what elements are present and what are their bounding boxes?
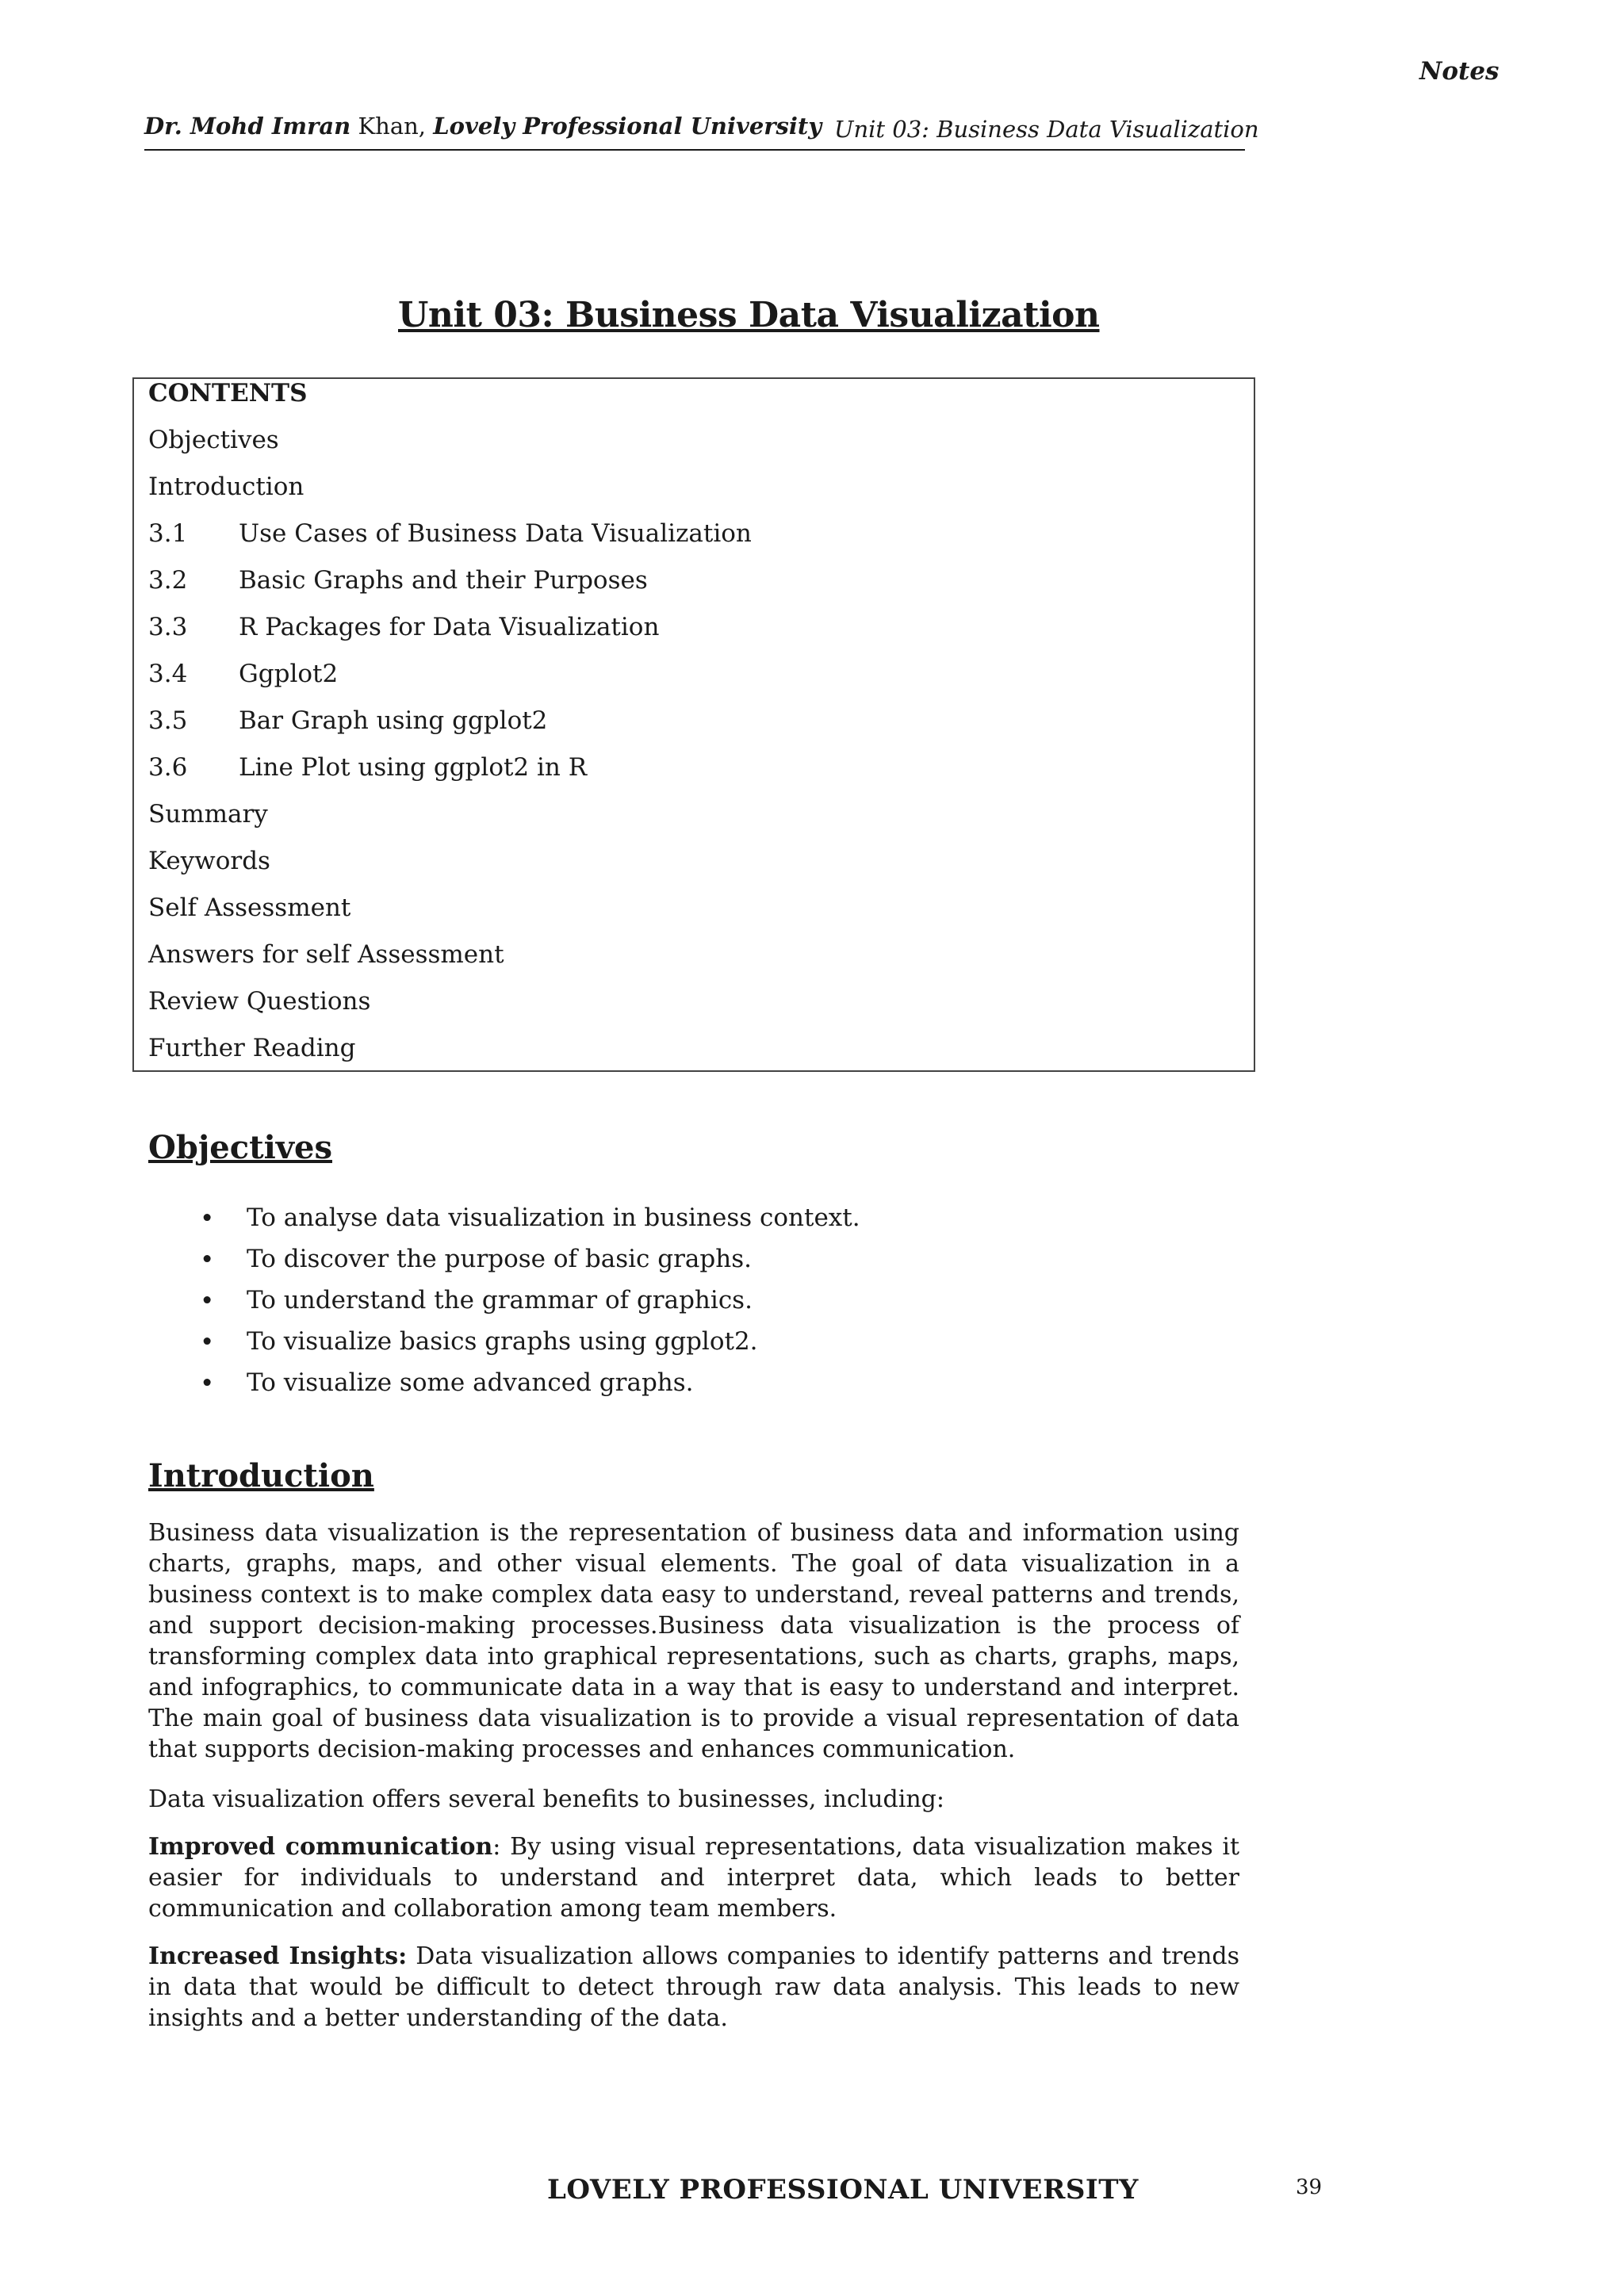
contents-item: [148, 613, 659, 641]
contents-item-number: 3.5: [148, 706, 188, 735]
benefit-label: Increased Insights:: [148, 1942, 408, 1970]
contents-item-label: Use Cases of Business Data Visualization: [239, 519, 752, 548]
contents-item-label: Objectives: [148, 426, 279, 454]
contents-item-label: Line Plot using ggplot2 in R: [239, 753, 588, 782]
contents-item: [148, 426, 279, 454]
objective-text: To understand the grammar of graphics.: [247, 1286, 753, 1314]
contents-item-number: 3.1: [148, 519, 188, 548]
contents-item: [148, 473, 304, 501]
contents-item: [148, 847, 270, 875]
intro-paragraph: Business data visualization is the representation of business data and information using charts, graphs, maps, and other visual elements. The goal of data visualization in a business context is to make complex data easy to understand, reveal patterns and trends, and support decision-making processes.Business data visualization is the process of transforming complex data into graphical representations, such as charts, graphs, maps, and infographics, to communicate data in a way that is easy to understand and interpret. The main goal of business data visualization is to provide a visual representation of data that supports decision-making processes and enhances communication.: [148, 1519, 1239, 1763]
benefit-text: Data visualization allows companies to identify patterns and trends in data that would be difficult to detect through raw data analysis. This leads to new insights and a better understanding of the data.: [148, 1942, 1239, 2032]
contents-item-number: 3.3: [148, 613, 188, 641]
contents-item: [148, 753, 587, 782]
header-unit-label: Unit 03: Business Data Visualization: [834, 116, 1259, 143]
objective-text: To visualize some advanced graphs.: [247, 1368, 694, 1397]
contents-item-number: 3.2: [148, 566, 188, 595]
benefit-text: : By using visual representations, data visualization makes it easier for individuals to understand and interpret data, which leads to better communication and collaboration among team members.: [148, 1833, 1240, 1923]
objective-text: To discover the purpose of basic graphs.: [247, 1245, 752, 1273]
page-title: Unit 03: Business Data Visualization: [398, 295, 1100, 335]
author-name: Dr. Mohd Imran: [144, 113, 351, 140]
contents-item-label: Keywords: [148, 847, 270, 875]
contents-heading: CONTENTS: [148, 379, 308, 408]
introduction-heading: Introduction: [148, 1457, 374, 1494]
author-affiliation: Lovely Professional University: [433, 113, 822, 140]
header-author: [144, 113, 822, 140]
bullet-icon: •: [200, 1369, 215, 1398]
contents-item: [148, 566, 648, 595]
contents-item: [148, 940, 504, 969]
bullet-icon: •: [200, 1246, 215, 1274]
contents-item: [148, 706, 547, 735]
contents-box: [132, 377, 1255, 1072]
contents-item-label: Answers for self Assessment: [148, 940, 504, 969]
objective-text: To visualize basics graphs using ggplot2.: [247, 1327, 758, 1356]
running-header: [144, 113, 1259, 151]
contents-item-label: Basic Graphs and their Purposes: [239, 566, 648, 595]
notes-label: Notes: [1419, 57, 1500, 86]
contents-item: [148, 987, 370, 1016]
contents-item-label: Self Assessment: [148, 894, 351, 922]
author-surname: Khan,: [358, 113, 427, 140]
objective-text: To analyse data visualization in business context.: [247, 1203, 860, 1232]
objectives-heading: Objectives: [148, 1129, 332, 1166]
contents-item-label: Summary: [148, 800, 268, 828]
bullet-icon: •: [200, 1287, 215, 1315]
benefit-label: Improved communication: [148, 1833, 493, 1861]
benefit-increased-insights: [148, 1941, 1239, 2034]
contents-item-label: R Packages for Data Visualization: [239, 613, 660, 641]
contents-item-label: Further Reading: [148, 1034, 356, 1062]
contents-item-label: Review Questions: [148, 987, 371, 1016]
contents-item: [148, 519, 752, 548]
contents-item-label: Ggplot2: [239, 660, 339, 688]
contents-item: [148, 894, 350, 922]
contents-item-label: Bar Graph using ggplot2: [239, 706, 548, 735]
contents-item-number: 3.4: [148, 660, 188, 688]
contents-item-number: 3.6: [148, 753, 188, 782]
contents-item: [148, 1034, 355, 1062]
footer-university: LOVELY PROFESSIONAL UNIVERSITY: [547, 2174, 1139, 2206]
bullet-icon: •: [200, 1328, 215, 1357]
page-number: 39: [1296, 2175, 1323, 2199]
contents-item-label: Introduction: [148, 473, 304, 501]
benefit-improved-communication: [148, 1831, 1239, 1924]
bullet-icon: •: [200, 1204, 215, 1233]
contents-item: [148, 800, 268, 828]
contents-item: [148, 660, 338, 688]
intro-benefits-lead: Data visualization offers several benefits to businesses, including:: [148, 1785, 944, 1813]
